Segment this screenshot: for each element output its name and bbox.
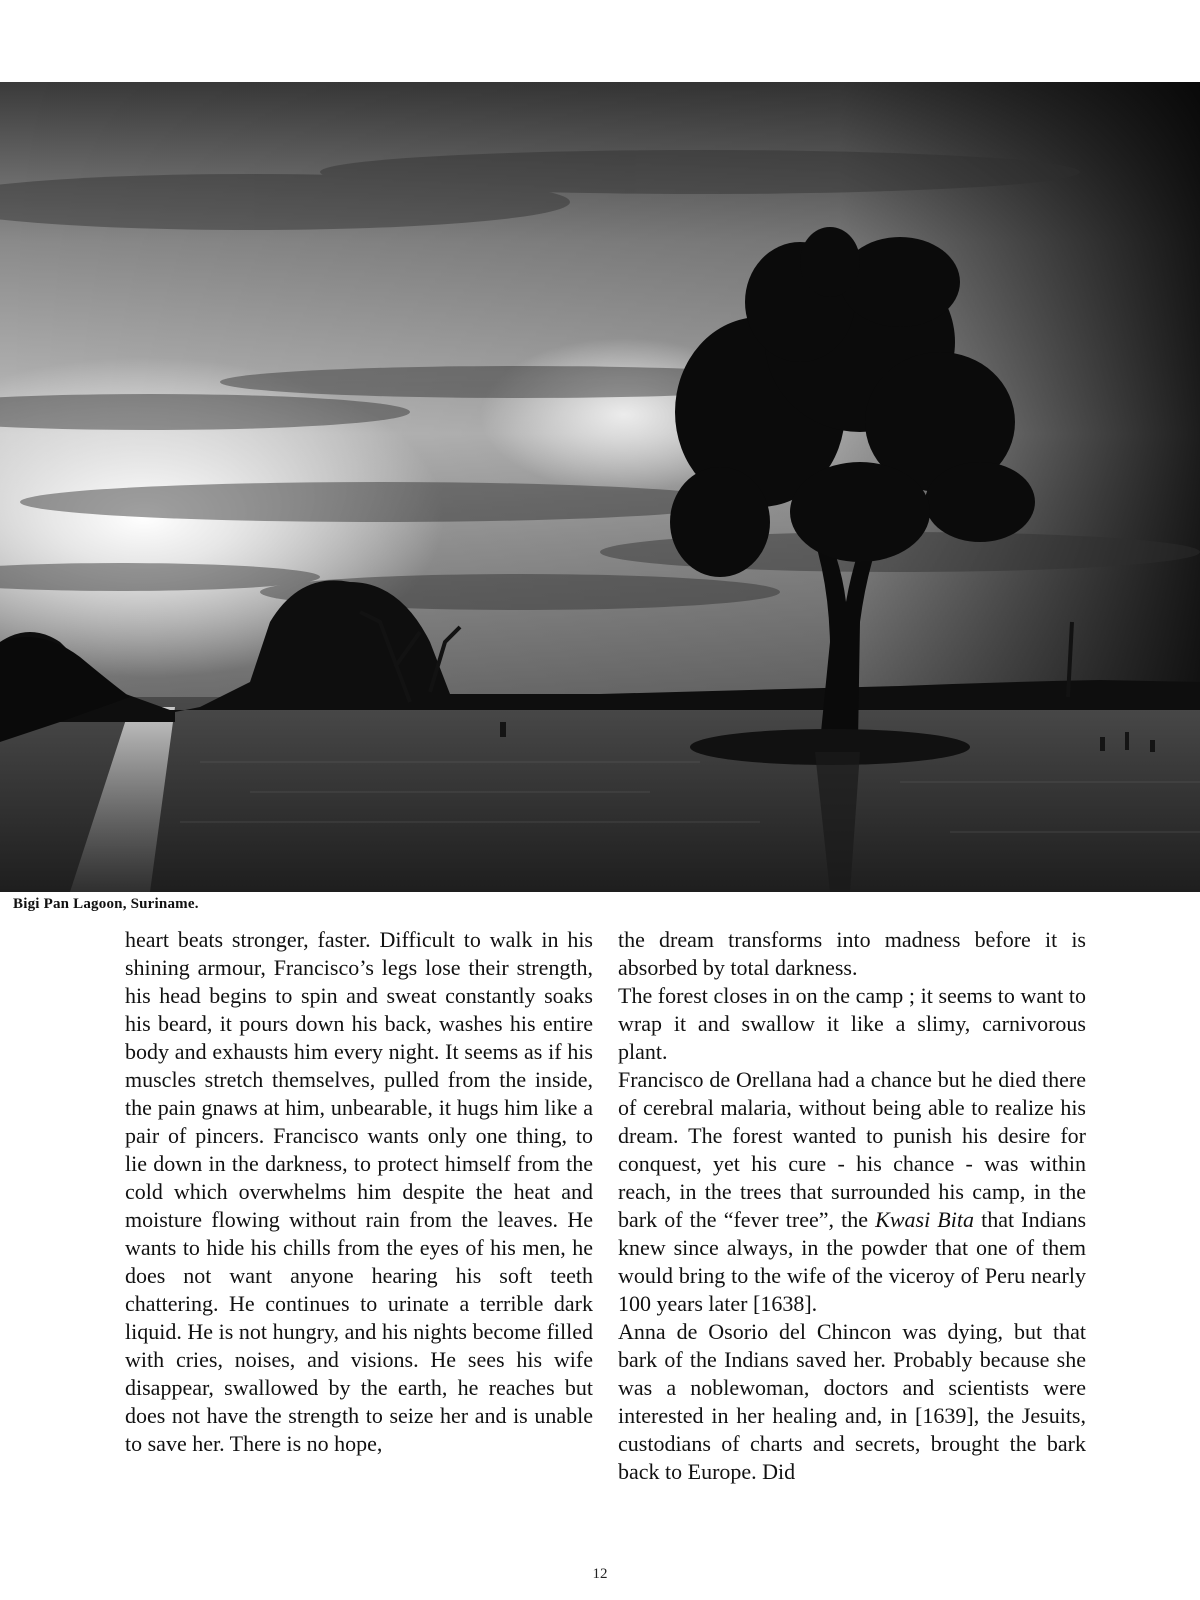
paragraph: the dream transforms into madness before it is absorbed by total darkness. — [618, 927, 1086, 980]
lagoon-photo-image — [0, 82, 1200, 892]
lagoon-photo — [0, 82, 1200, 892]
text-column-left — [125, 926, 593, 1458]
photo-caption: Bigi Pan Lagoon, Suriname. — [13, 896, 199, 912]
paragraph: The forest closes in on the camp ; it seems to want to wrap it and swallow it like a slimy, carnivorous plant. — [618, 983, 1086, 1064]
text-run: that Indians knew since always, in the powder that one of them would bring to the wife of the viceroy of Peru nearly 100 years later [1638]. — [618, 1207, 1087, 1316]
text-run: Francisco de Orellana had a chance but he died there of cerebral malaria, without being able to realize his dream. The forest wanted to punish his desire for conquest, yet his cure - his chance - was within reach, in the trees that surrounded his camp, in the bark of the “fever tree”, the — [618, 1067, 1086, 1232]
italic-term: Kwasi Bita — [875, 1207, 974, 1232]
paragraph — [618, 1066, 1086, 1318]
page-number: 12 — [592, 1566, 608, 1582]
text-column-right — [618, 926, 1086, 1486]
paragraph: Anna de Osorio del Chincon was dying, but that bark of the Indians saved her. Probably because she was a noblewoman, doctors and scientists were interested in her healing and, in [1639], the Jesuits, custodians of charts and secrets, brought the bark back to Europe. Did — [618, 1319, 1086, 1484]
paragraph: heart beats stronger, faster. Difficult to walk in his shining armour, Francisco’s legs lose their strength, his head begins to spin and sweat constantly soaks his beard, it pours down his back, washes his entire body and exhausts him every night. It seems as if his muscles stretch themselves, pulled from the inside, the pain gnaws at him, unbearable, it hugs him like a pair of pincers. Francisco wants only one thing, to lie down in the darkness, to protect himself from the cold which overwhelms him despite the heat and moisture flowing without rain from the leaves. He wants to hide his chills from the eyes of his men, he does not want anyone hearing his soft teeth chattering. He continues to urinate a terrible dark liquid. He is not hungry, and his nights become filled with cries, noises, and visions. He sees his wife disappear, swallowed by the earth, he reaches but does not have the strength to seize her and is unable to save her. There is no hope, — [125, 927, 593, 1456]
